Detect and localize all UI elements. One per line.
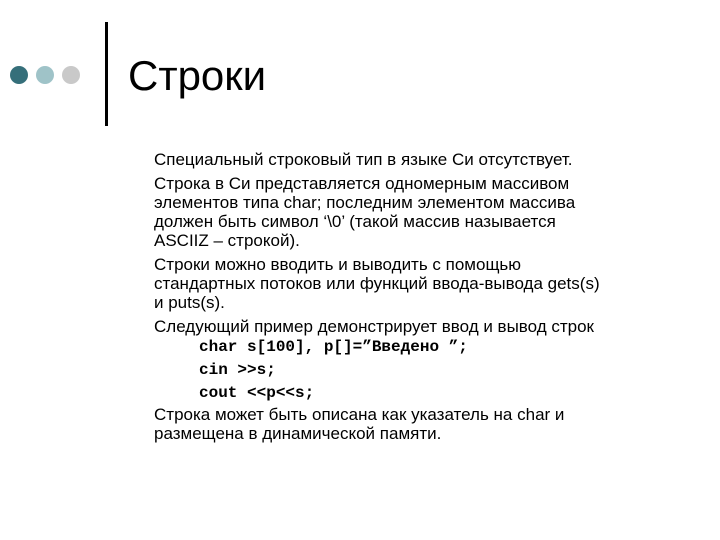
slide-title: Строки: [128, 52, 267, 99]
title-divider: [105, 22, 108, 126]
paragraph-io: [154, 255, 694, 312]
text-line: Строки можно вводить и выводить с помощью: [154, 255, 522, 274]
dot-dark-icon: [10, 66, 28, 84]
paragraph-pointer: [154, 405, 694, 443]
slide-body: [154, 150, 694, 448]
code-line: cin >>s;: [199, 361, 276, 379]
text-line: Специальный строковый тип в языке Си отсутствует.: [154, 150, 573, 169]
code-line: char s[100], p[]=”Введено ”;: [199, 338, 468, 356]
text-line: ASCIIZ – строкой).: [154, 231, 300, 250]
text-line: должен быть символ ‘\0’ (такой массив называется: [154, 212, 556, 231]
text-line: и puts(s).: [154, 293, 225, 312]
paragraph-string-definition: [154, 174, 694, 250]
dot-light-icon: [36, 66, 54, 84]
code-block: [154, 336, 694, 405]
text-line: стандартных потоков или функций ввода-вывода gets(s): [154, 274, 600, 293]
text-line: Строка может быть описана как указатель на char и: [154, 405, 565, 424]
dot-gray-icon: [62, 66, 80, 84]
text-line: элементов типа char; последним элементом массива: [154, 193, 576, 212]
paragraph-example: [154, 317, 694, 336]
text-line: размещена в динамической памяти.: [154, 424, 442, 443]
paragraph-no-string-type: [154, 150, 694, 169]
code-line: cout <<p<<s;: [199, 384, 315, 402]
decorative-dots: [10, 66, 100, 84]
text-line: Строка в Си представляется одномерным массивом: [154, 174, 570, 193]
text-line: Следующий пример демонстрирует ввод и вывод строк: [154, 317, 594, 336]
